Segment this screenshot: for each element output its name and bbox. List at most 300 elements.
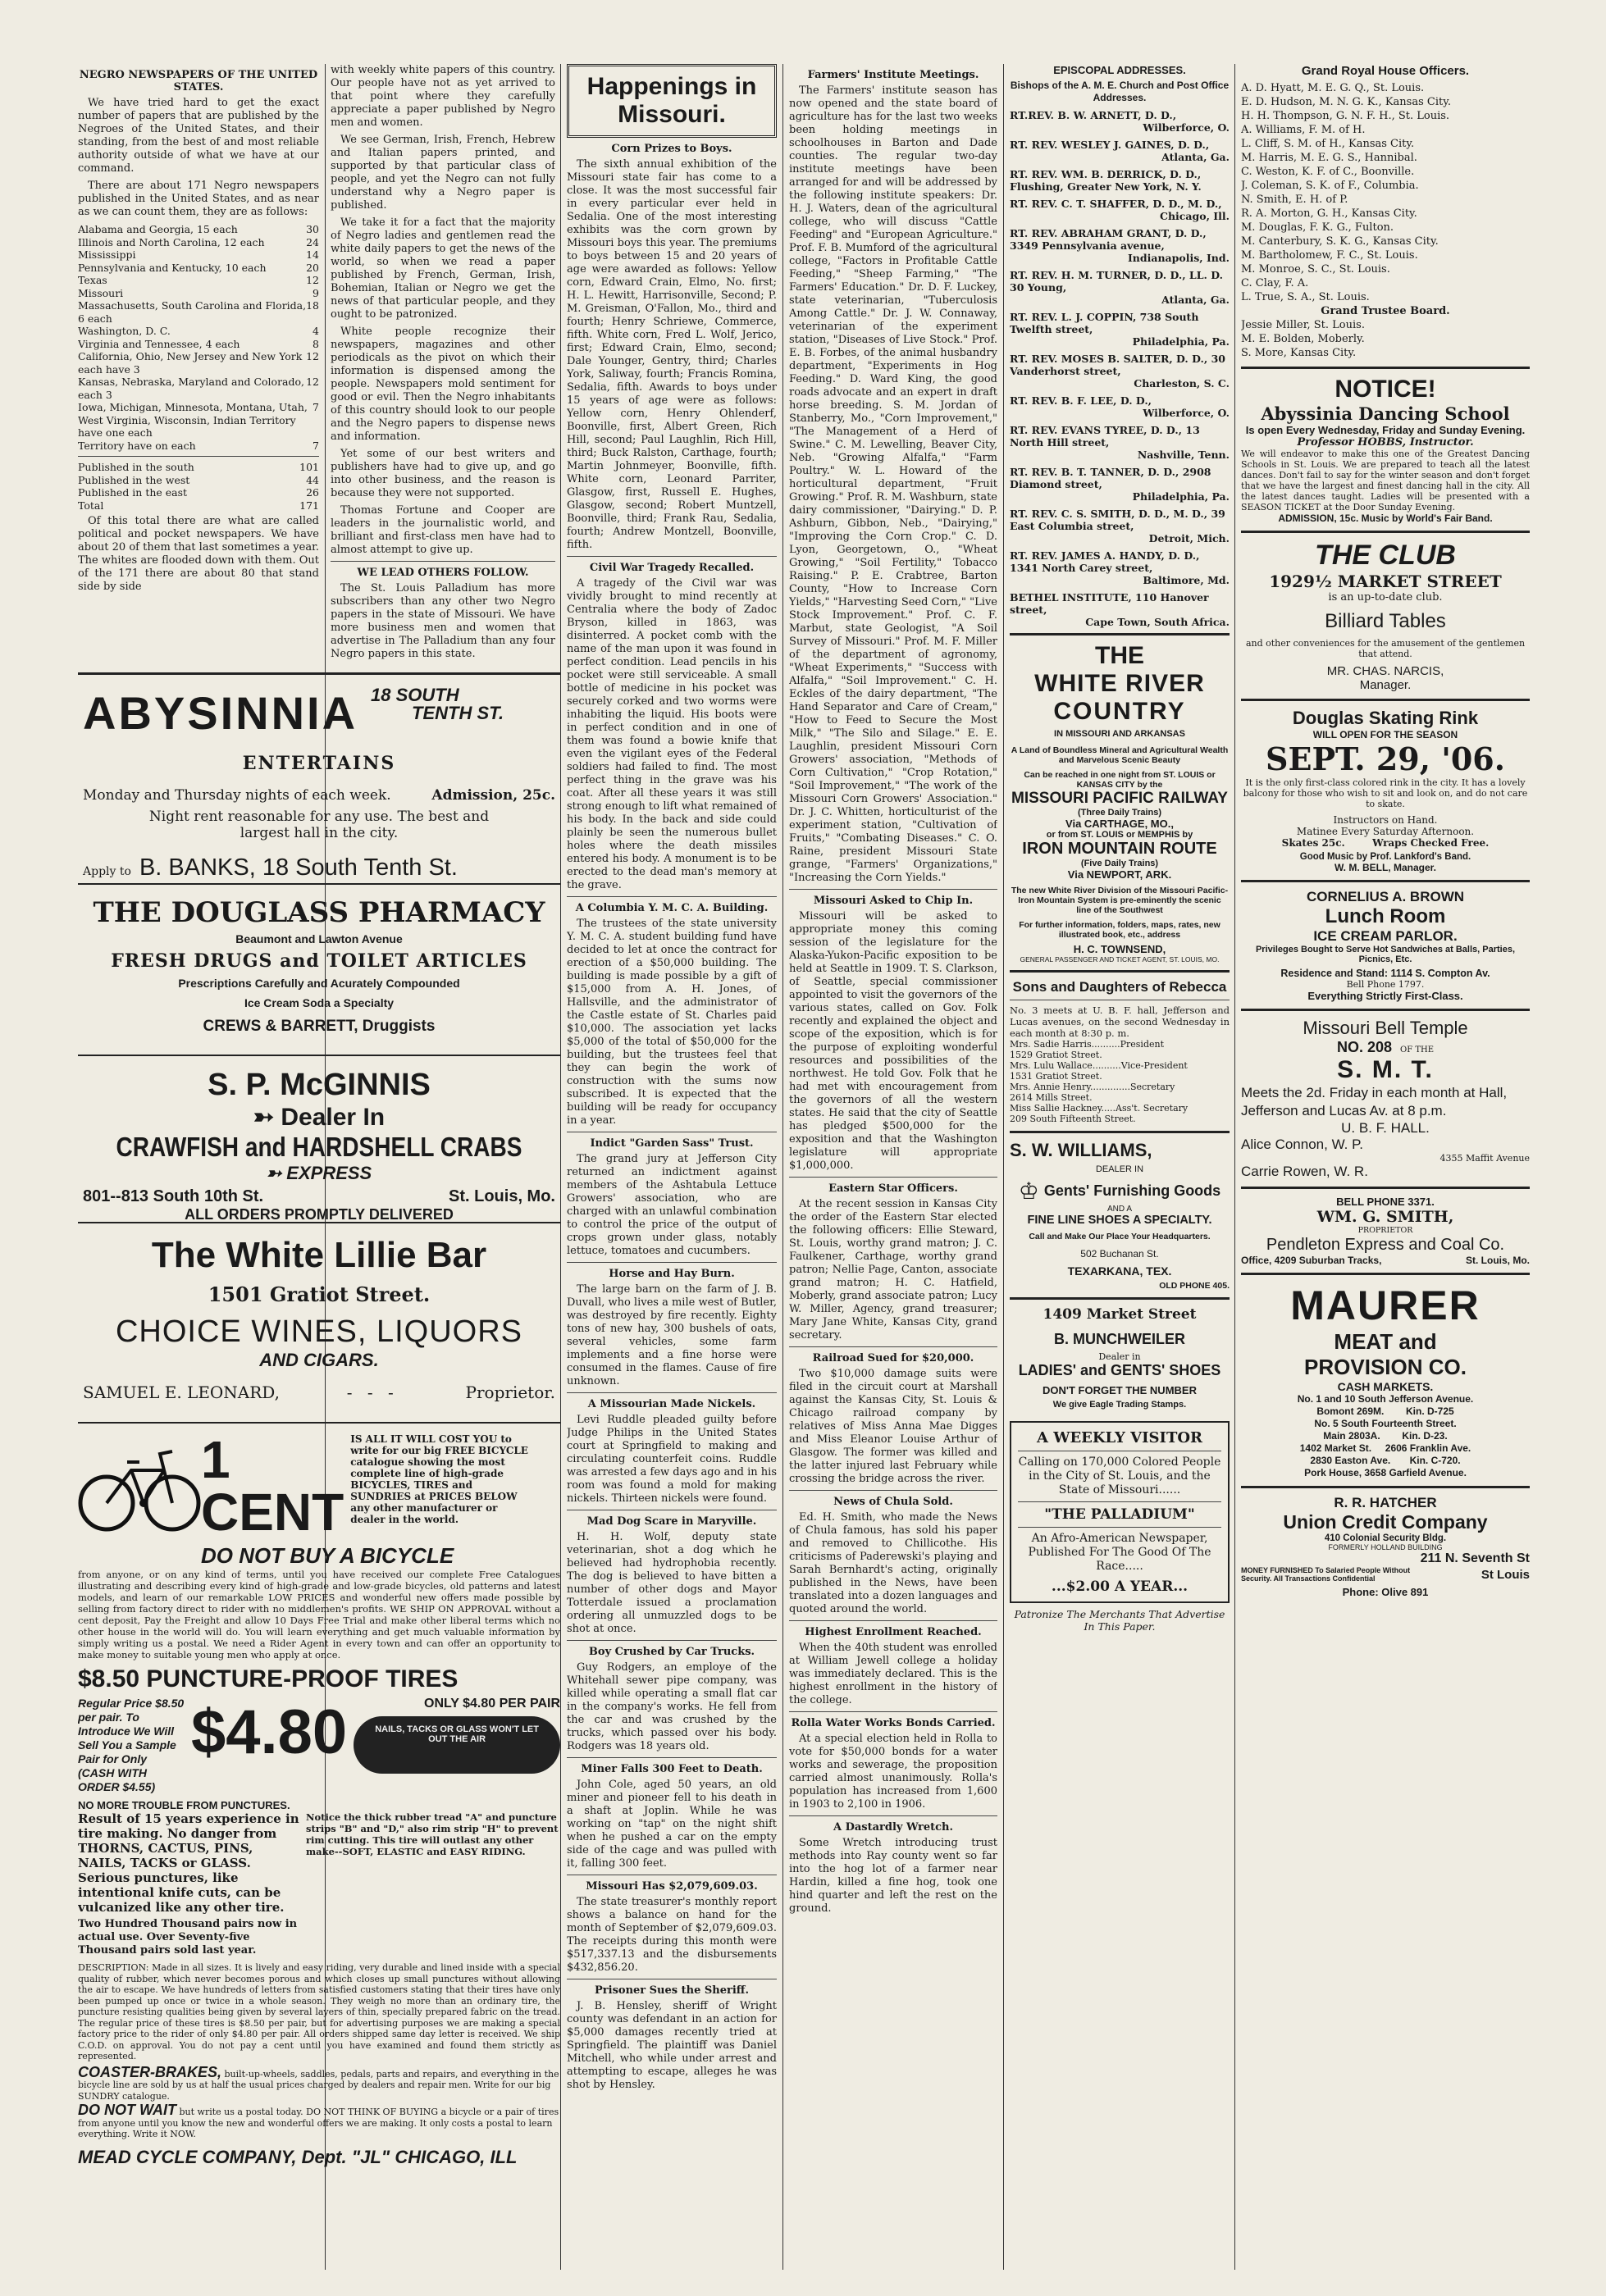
- stat-count: 12: [306, 274, 319, 286]
- ad-text: Result of 15 years experience in tire making. No danger from THORNS, CACTUS, PINS, NAILS, TACKS or GLASS. Serious punctures, like intentional knife cuts, can be vulcanized like any other tire.: [78, 1811, 299, 1915]
- stat-row: [78, 325, 319, 338]
- ad-text: DESCRIPTION: Made in all sizes. It is lively and easy riding, very durable and lined inside with a special quality of rubber, which never becomes porous and which closes up small punctures without allowing the air to escape. We have hundreds of letters from satisfied customers stating that their tires have only been pumped up once or twice in a whole season. They weigh no more than an ordinary tire, the puncture resisting qualities being given by several layers of thin, specially prepared fabric on the tread. The regular price of these tires is $8.50 per pair, but for advertising purposes we are making a special factory price to the rider of only $4.80 per pair. All orders shipped same day letter is received. We ship C.O.D. on approval. You do not pay a cent until you have examined and found them strictly as represented.: [78, 1962, 560, 2061]
- trustee-line: S. More, Kansas City.: [1241, 347, 1357, 359]
- article-body: At a special election held in Rolla to vote for $50,000 bonds for a water works and sewerage, the proposition carried almost unanimously. Rolla's population has increased from 1,600 in 1903 to 2,100 in 1906.: [789, 1733, 997, 1811]
- article-divider: [567, 896, 777, 897]
- stat-place: Virginia and Tennessee, 4 each: [78, 337, 240, 350]
- article-list: [789, 69, 997, 1916]
- ad-text: We will endeavor to make this one of the Greatest Dancing Schools in St. Louis. We are prepared to teach all the latest dances. Don't fail to say for the winter season and don't forget that we have the largest and finest dancing hall in the city. All the latest dances taught. Ladies will be presented with a SEASON TICKET at the Door Sunday Evening.: [1241, 449, 1530, 512]
- ad-text: Ice Cream Soda a Specialty: [244, 996, 395, 1009]
- ad-title: PROVISION CO.: [1304, 1355, 1467, 1379]
- section-subtitle: Bishops of the A. M. E. Church and Post Office Addresses.: [1010, 80, 1230, 103]
- ad-text: Proprietor.: [465, 1383, 555, 1402]
- section-headline: Sons and Daughters of Rebecca: [1012, 979, 1227, 995]
- stat-row: [78, 248, 319, 262]
- officer-line: Mrs. Annie Henry..............Secretary: [1010, 1082, 1175, 1092]
- left-advertisements: [78, 672, 560, 2274]
- article-headline: A Missourian Made Nickels.: [587, 1398, 756, 1410]
- ad-phone: Phone: Olive 891: [1342, 1586, 1429, 1598]
- article-divider: [567, 1640, 777, 1641]
- section-headline: EPISCOPAL ADDRESSES.: [1053, 64, 1186, 76]
- officer-line: 2614 Mills Street.: [1010, 1092, 1093, 1103]
- ad-address: 4355 Maffit Avenue: [1439, 1153, 1530, 1164]
- newspaper-page: [78, 64, 1530, 2278]
- total-count: 26: [306, 486, 319, 499]
- officer-line: M. Monroe, S. C., St. Louis.: [1241, 263, 1390, 276]
- article-body: Ed. H. Smith, who made the News of Chula famous, has sold his paper and removed to Chillicothe. His criticisms of Paderewski's playing and Sarah Bernhardt's acting, originally published in the News, have been translated into a dozen languages and quoted around the world.: [789, 1511, 997, 1615]
- ad-title: Abyssinia Dancing School: [1261, 403, 1510, 424]
- ad-text: CHOICE WINES, LIQUORS: [115, 1314, 523, 1349]
- abysinnia-ad: [78, 675, 560, 883]
- ad-text: EXPRESS: [286, 1163, 372, 1183]
- article-headline: Civil War Tragedy Recalled.: [589, 562, 755, 574]
- total-label: Published in the east: [78, 486, 188, 499]
- officer-line: C. Weston, K. F. of C., Boonville.: [1241, 166, 1415, 178]
- article-paragraph: There are about 171 Negro newspapers published in the United States, and as near as we can count them, they are as follows:: [78, 180, 319, 218]
- ad-headline: DO NOT BUY A BICYCLE: [201, 1543, 454, 1568]
- ad-title: THE CLUB: [1315, 540, 1456, 571]
- market-line: 1402 Market St. 2606 Franklin Ave.: [1299, 1442, 1471, 1454]
- article-body: The sixth annual exhibition of the Missouri state fair has come to a close. It was the most successful fair in every particular ever held in Sedalia. One of the most interesting exhibits was the corn grown by Missouri boys this year. The premiums to boys between 15 and 20 years of age were awarded as follows: Yellow corn, Edward Crain, Elmo, No. first; H. L. Hewitt, Harrisonville, Second; P. M. Greisman, O'Fallon, Mo., third and fourth; Henry Schriewe, Commerce, fifth. White corn, Fred L. Wolf, Jerico, first; Edward Crain, Elmo, second; Dale Younger, Gentry, third; Charles York, Saliway, fourth; Francis Romina, Sedalia, fifth. Awards to boys under 15 years of age were as follows: Yellow corn, Henry Ohlenderf, Boonville, first, Albert Green, Rich Hill, second; Paul Laughlin, Rich Hill, third; Buck Ralston, Carthage, fourth; Martin Johnmeyer, Boonville, fifth. White corn, Leonard Parriter, Glasgow, first, Russell E. Hughes, Glasgow, second; Robert Muntzell, Boonville, third; Frank Rau, Sedalia, fourth; Andrew Montzell, Boonville, fifth.: [567, 158, 777, 551]
- ad-text: Everything Strictly First-Class.: [1307, 990, 1463, 1002]
- stat-row: [78, 401, 319, 440]
- market-line: Main 2803A. Kin. D-23.: [1323, 1430, 1448, 1442]
- ad-text: The new White River Division of the Missouri Pacific-Iron Mountain System is pre-eminently the scenic line of the Southwest: [1011, 886, 1229, 915]
- total-count: 171: [299, 499, 319, 512]
- white-river-ad: [1010, 633, 1230, 970]
- ad-contact: H. C. TOWNSEND,: [1073, 943, 1166, 955]
- ad-text: Professor HOBBS, Instructor.: [1297, 436, 1474, 449]
- article-divider: [789, 1490, 997, 1491]
- munchweiler-ad: [1010, 1297, 1230, 1416]
- article-body: Missouri will be asked to appropriate money this coming session of the legislature for the Alaska-Yukon-Pacific exposition to be held at Seattle in 1909. T. S. Clarkson, of Seattle, special commissioner appointed to visit the governors of the various states, called on Gov. Folk recently and explained the object and scope of the exposition, which is for the purpose of exploiting wonderful resources and possibilities of the northwest. He told Gov. Folk that he had met with encouragement from the governors of all the western states. He said that the city of Seattle has pledged $500,000 for the exposition and that the Washington legislature will appropriate $1,000,000.: [789, 910, 997, 1172]
- ad-title: "THE PALLADIUM": [1044, 1506, 1195, 1523]
- bishop-address: Wilberforce, O.: [1143, 121, 1230, 134]
- bishop-entry: [1010, 591, 1230, 628]
- stat-count: 20: [306, 261, 319, 274]
- article-headline: Mad Dog Scare in Maryville.: [586, 1515, 757, 1528]
- club-ad: [1241, 531, 1530, 699]
- column-rule: [782, 64, 783, 2270]
- ad-text: Calling on 170,000 Colored People in the City of St. Louis, and the State of Missouri......: [1018, 1456, 1221, 1496]
- officer-list: [1010, 1039, 1230, 1124]
- ad-text: Notice the thick rubber tread "A" and puncture strips "B" and "D," also rim strip "H" to prevent rim cutting. This tire will outlast any other make--SOFT, ELASTIC and EASY RIDING.: [306, 1811, 559, 1857]
- ad-text: ALL ORDERS PROMPTLY DELIVERED: [185, 1206, 454, 1223]
- article-divider: [789, 1815, 997, 1816]
- ad-title: NOTICE!: [1335, 376, 1436, 403]
- ad-text: Night rent reasonable for any use. The best and largest hall in the city.: [148, 809, 490, 841]
- article-paragraph: Of this total there are what are called political and pocket newspapers. We have about 20 of them that last sometimes a year. The whites are flooded down with them. Out of the 171 there are about 80 that stand side by side: [78, 515, 319, 593]
- article-paragraph: We take it for a fact that the majority of Negro ladies and gentlemen read the white daily papers to get the news of the world, so when we read a paper published by French, German, Irish, Bohemian, Italian or Negro we get the news of that particular people, and they ought to be patronized.: [331, 216, 555, 321]
- ad-address: 410 Colonial Security Bldg.: [1324, 1533, 1447, 1543]
- ad-text: IS ALL IT WILL COST YOU to write for our big FREE BICYCLE catalogue showing the most complete line of high-grade BICYCLES, TIRES and SUNDRIES at PRICES BELOW any other manufacturer or dealer in the world.: [350, 1433, 528, 1525]
- bishop-name: RT. REV. WM. B. DERRICK, D. D., Flushing, Greater New York, N. Y.: [1010, 168, 1202, 193]
- column-rule: [560, 64, 561, 2270]
- bishop-name: RT. REV. EVANS TYREE, D. D., 13 North Hill street,: [1010, 424, 1200, 449]
- decorative-arrow-icon: ➳: [253, 1104, 281, 1131]
- article-headline: A Dastardly Wretch.: [833, 1821, 954, 1834]
- market-line: 2830 Easton Ave. Kin. C-720.: [1310, 1455, 1461, 1466]
- ad-text: Billiard Tables: [1325, 610, 1446, 632]
- bishop-name: RT. REV. MOSES B. SALTER, D. D., 30 Vanderhorst street,: [1010, 353, 1225, 377]
- article-headline: Missouri Has $2,079,609.03.: [586, 1880, 758, 1893]
- ad-text: Good Music by Prof. Lankford's Band.: [1299, 852, 1471, 862]
- ad-address: St. Louis, Mo.: [1466, 1255, 1530, 1266]
- article-divider: [567, 1392, 777, 1393]
- ad-address: 1501 Gratiot Street.: [208, 1282, 431, 1306]
- stat-count: 30: [306, 223, 319, 235]
- market-line: No. 1 and 10 South Jefferson Avenue.: [1297, 1393, 1474, 1405]
- bishop-name: BETHEL INSTITUTE, 110 Hanover street,: [1010, 591, 1209, 616]
- article-body: John Cole, aged 50 years, an old miner and pioneer fell to his death in a shaft at Joplin. While he was working on "tap" on the night shift when he pushed a car on the empty side of the cage and was pulled with it, falling 300 feet.: [567, 1779, 777, 1870]
- article-paragraph: White people recognize their newspapers, magazines and other periodicals as the pivot on which their information is dispensed among the people. Newspapers mold sentiment for good or evil. Then the Negro inhabitants of this country should look to our people and the Negro papers to dispense news and information.: [331, 326, 555, 443]
- section-subtitle: Grand Trustee Board.: [1321, 305, 1450, 317]
- stat-place: Texas: [78, 274, 107, 286]
- stat-row: [78, 287, 319, 300]
- ad-text: Can be reached in one night from ST. LOUIS or KANSAS CITY by the: [1024, 770, 1216, 790]
- ad-text: CRAWFISH and HARDSHELL CRABS: [116, 1132, 522, 1162]
- total-row: [78, 486, 319, 499]
- article-headline: Railroad Sued for $20,000.: [812, 1352, 974, 1364]
- white-lillie-bar-ad: The White Lillie Bar 1501 Gratiot Street. CHOICE WINES, LIQUORS AND CIGARS. SAMUEL E. LEONARD, - - - Proprietor.: [78, 1222, 560, 1422]
- ad-title: S. M. T.: [1337, 1056, 1434, 1083]
- newspapers-article-continued: [331, 64, 555, 667]
- stat-row: [78, 338, 319, 351]
- stat-row: [78, 274, 319, 287]
- ad-text: Dealer in: [1098, 1351, 1141, 1362]
- bicycle-icon: [78, 1433, 201, 1540]
- ad-text: and other conveniences for the amusement of the gentlemen that attend.: [1245, 638, 1526, 659]
- officer-line: M. Canterbury, S. K. G., Kansas City.: [1241, 235, 1439, 248]
- article-divider: [789, 1346, 997, 1347]
- ad-address: 1409 Market Street: [1043, 1306, 1197, 1323]
- article-headline: Boy Crushed by Car Trucks.: [588, 1646, 755, 1658]
- ad-text: Monday and Thursday nights of each week.: [83, 787, 391, 804]
- williams-ad: [1010, 1131, 1230, 1297]
- ad-price: ONLY $4.80 PER PAIR: [424, 1697, 560, 1711]
- ad-text: MISSOURI PACIFIC RAILWAY: [1011, 790, 1228, 807]
- bishop-address: Cape Town, South Africa.: [1085, 616, 1230, 628]
- ad-phone: OLD PHONE 405.: [1159, 1281, 1230, 1291]
- bishop-address: Baltimore, Md.: [1143, 574, 1230, 586]
- ad-text: AND A: [1106, 1205, 1132, 1214]
- ad-address: TENTH ST.: [412, 703, 504, 723]
- stat-place: Iowa, Michigan, Minnesota, Montana, Utah, West Virginia, Wisconsin, Indian Territory have one each: [78, 401, 308, 439]
- officer-list: [1241, 81, 1530, 304]
- officer-line: L. Cliff, S. M. of H., Kansas City.: [1241, 138, 1415, 150]
- article-headline: Miner Falls 300 Feet to Death.: [581, 1763, 763, 1775]
- trustee-line: M. E. Bolden, Moberly.: [1241, 333, 1365, 345]
- news-column: [789, 64, 997, 2270]
- mead-cycle-ad: [78, 1422, 560, 2194]
- ad-text: MONEY FURNISHED To Salaried People Without Security. All Transactions Confidential: [1241, 1566, 1411, 1583]
- bishop-entry: [1010, 466, 1230, 503]
- stat-row: [78, 440, 319, 453]
- stat-place: Kansas, Nebraska, Maryland and Colorado, each 3: [78, 376, 305, 401]
- ad-contact: R. R. HATCHER: [1334, 1495, 1437, 1510]
- ad-address: 18 SOUTH: [371, 685, 459, 705]
- ad-title: WM. G. SMITH,: [1316, 1208, 1454, 1226]
- article-headline: Highest Enrollment Reached.: [805, 1626, 982, 1638]
- ad-text: IN MISSOURI AND ARKANSAS: [1054, 729, 1185, 739]
- article-divider: [789, 1177, 997, 1178]
- stat-place: Pennsylvania and Kentucky, 10 each: [78, 261, 267, 274]
- ad-text: Privileges Bought to Serve Hot Sandwiches at Balls, Parties, Picnics, Etc.: [1255, 945, 1516, 964]
- brown-lunch-ad: [1241, 880, 1530, 1009]
- bishop-address: Charleston, S. C.: [1134, 377, 1230, 390]
- ad-company: MEAD CYCLE COMPANY, Dept. "JL" CHICAGO, ILL: [78, 2146, 518, 2167]
- article-body: The Farmers' institute season has now opened and the state board of agriculture has for the last two weeks been holding meetings in schoolhouses in Barton and Dade counties. The regular two-day institute meetings have been arranged for and will be addressed by the following institute speakers: Dr. H. J. Waters, dean of the agricultural college, who will discuss "Cattle Feeding" and "European Agriculture." Prof. F. B. Mumford of the agricultural college, "Factors in Profitable Cattle Feeding," "Sheep Farming," "The Farmers' Education." Dr. D. F. Luckey, state veterinarian, "Tuberculosis Among Cattle." Dr. J. W. Connaway, veterinarian of the experiment station, "Diseases of Live Stock." Prof. E. B. Forbes, of the animal husbandry department, "Experiments in Hog Feeding." D. Ward King, the good roads advocate and an expert in draft horse breeding. S. M. Jordan of Stanberry, Mo., "Corn Improvement," "The Management of a Herd of Swine." C. M. Lewelling, Beaver City, Neb. "Growing Alfalfa," "Farm Poultry." W. L. Howard of the horticultural department, "Fruit Growing." Prof. R. M. Washburn, state dairy commissioner, "Dairying." D. P. Ashburn, Gibbon, Neb., "Dairying," "Improving the Corn Crop." C. D. Lyon, Georgetown, O., "Wheat Growing," "Soil Fertility," Tobacco Raising." P. E. Crabtree, Barton County, "How to Increase Corn Yields," "Harvesting Seed Corn," "Live Stock Improvement." Prof. C. F. Marbut, state Geologist, "A Soil Survey of Missouri." Prof. M. F. Miller of the department of agronomy, "Wheat Experiments," "Success with Alfalfa," "Soil Improvement." C. H. Eckles of the dairy department, "The Hand Separator and Care of Cream," "How to Feed to Secure the Most Milk," "The Silo and Silage." E. E. Laughlin, president Missouri Corn Growers' association, "Methods of Corn Cultivation," "Crop Rotation," "Soil Improvement," "The work of the Missouri Corn Growers' Association." Dr. J. C. Whitten, horticulturist of the experiment station, "Cultivation of Fruits," "Combating Diseases." C. O. Raine, president Missouri State grange, "Farmers' Organizations," "Increasing the Corn Yields.": [789, 84, 997, 884]
- stat-count: 4: [313, 325, 319, 337]
- bishop-name: RT. REV. JAMES A. HANDY, D. D., 1341 North Carey street,: [1010, 549, 1200, 574]
- article-body: Levi Ruddle pleaded guilty before Judge Philips in the United States court at Springfield to making and circulating counterfeit coins. Ruddle was arrested a few days ago and in his room was found a mold for making nickels. Thirteen nickels were found.: [567, 1414, 777, 1505]
- ad-title: Lunch Room: [1325, 905, 1446, 927]
- stat-place: Alabama and Georgia, 15 each: [78, 223, 238, 235]
- bishop-name: RT.REV. B. W. ARNETT, D. D.,: [1010, 109, 1177, 121]
- bishop-entry: [1010, 353, 1230, 390]
- stat-count: 7: [313, 439, 319, 452]
- ad-subtitle: Dealer In: [281, 1104, 386, 1131]
- ad-text: or from ST. LOUIS or MEMPHIS by: [1046, 830, 1193, 840]
- ad-title: S. W. WILLIAMS,: [1010, 1140, 1152, 1160]
- article-body: Two $10,000 damage suits were filed in the circuit court at Marshall against the Kansas City, St. Louis & Chicago railroad company by relatives of Miss Anna Mae Digges and Miss Eleanor Louise Arthur of Glasgow. The former was killed and the latter injured last February while crossing the bridge across the river.: [789, 1368, 997, 1485]
- article-body: H. H. Wolf, deputy state veterinarian, shot a dog which he believed had hydrophobia recently. The dog is believed to have bitten a number of other dogs and Mayor Totterdale issued a proclamation ordering all unmuzzled dogs to be shot at once.: [567, 1531, 777, 1635]
- ad-text: Regular Price $8.50 per pair. To Introduce We Will Sell You a Sample Pair for Only (CASH WITH ORDER $4.55): [78, 1697, 185, 1793]
- ad-text: FRESH DRUGS and TOILET ARTICLES: [111, 950, 527, 972]
- section-headline: Grand Royal House Officers.: [1301, 64, 1470, 78]
- bishop-entry: [1010, 227, 1230, 264]
- article-divider: [789, 1620, 997, 1621]
- ad-text: Manager.: [1359, 678, 1412, 692]
- bishop-name: RT. REV. B. F. LEE, D. D.,: [1010, 394, 1152, 407]
- ad-title: B. MUNCHWEILER: [1054, 1331, 1185, 1347]
- ad-title: Missouri Bell Temple: [1303, 1018, 1468, 1038]
- stat-row: [78, 299, 319, 325]
- ad-text: Via CARTHAGE, MO.,: [1065, 818, 1174, 830]
- bishop-name: RT. REV. ABRAHAM GRANT, D. D., 3349 Pennsylvania avenue,: [1010, 227, 1207, 252]
- market-line: Bomont 269M. Kin. D-725: [1316, 1405, 1454, 1417]
- bishop-entry: [1010, 394, 1230, 419]
- notice-text: No. 3 meets at U. B. F. hall, Jefferson and Lucas avenues, on the second Wednesday in each month at 8:30 p. m.: [1010, 1004, 1230, 1039]
- ad-phone: Bell Phone 1797.: [1346, 979, 1425, 990]
- article-paragraph: The St. Louis Palladium has more subscribers than any other two Negro papers in the state of Missouri. We have more business men and women that advertise in The Palladium than any four Negro papers in this state.: [331, 582, 555, 660]
- ad-text: GENERAL PASSENGER AND TICKET AGENT, ST. LOUIS, MO.: [1020, 955, 1220, 963]
- total-label: Published in the west: [78, 473, 190, 486]
- stat-row: [78, 262, 319, 275]
- article-divider: [567, 1757, 777, 1758]
- article-headline: Farmers' Institute Meetings.: [807, 69, 979, 81]
- ad-text: NO. 208: [1336, 1039, 1393, 1055]
- article-divider: [567, 1262, 777, 1263]
- article-body: At the recent session in Kansas City the order of the Eastern Star elected the following officers: Ellie Steward, St. Louis, worthy grand matron; J. C. Faulkener, Carthage, worthy grand patron; Nellie Page, Canton, associate grand matron; H. C. Hatfield, Moberly, grand associate patron; Lucy W. Miller, Agency, grand treasurer; Mary Jane White, Kansas City, grand secretary.: [789, 1198, 997, 1342]
- article-headline: Prisoner Sues the Sheriff.: [595, 1984, 749, 1997]
- hat-icon: ♔: [1018, 1178, 1039, 1205]
- bishop-entry: [1010, 311, 1230, 348]
- ad-text: ICE CREAM PARLOR.: [1313, 928, 1458, 944]
- ad-text: For further information, folders, maps, rates, new illustrated book, etc., address: [1019, 920, 1220, 940]
- ad-contact: Alice Connon, W. P.: [1241, 1137, 1363, 1152]
- ad-text: AND CIGARS.: [259, 1350, 379, 1370]
- ad-text: is an up-to-date club.: [1328, 591, 1443, 604]
- ad-text: An Afro-American Newspaper, Published For The Good Of The Race.....: [1028, 1532, 1211, 1573]
- ad-text: built-up-wheels, saddles, pedals, parts and repairs, and everything in the bicycle line are sold by us at half the usual prices charged by dealers and repair men. Write for our big SUNDRY catalogue.: [78, 2068, 559, 2102]
- ad-text: We give Eagle Trading Stamps.: [1052, 1400, 1187, 1410]
- ad-text: Call and Make Our Place Your Headquarters.: [1029, 1232, 1211, 1241]
- stat-count: 24: [306, 235, 319, 248]
- decorative-arrow-icon: ➳: [266, 1163, 287, 1183]
- ad-headline: 1 CENT: [201, 1430, 344, 1542]
- bishop-address: Indianapolis, Ind.: [1127, 252, 1230, 264]
- ad-title: ABYSINNIA: [83, 687, 358, 739]
- ad-title: MAURER: [1290, 1282, 1481, 1328]
- ad-text: from anyone, or on any kind of terms, until you have received our complete Free Catalogues illustrating and describing every kind of high-grade and low-grade bicycles, old patterns and latest models, and learn of our remarkable LOW PRICES and wonderful new offers made possible by selling from factory direct to rider with no middlemen's profits. WE SHIP ON APPROVAL without a cent deposit, Pay the Freight and allow 10 Days Free Trial and make other liberal terms which no other house in the world will do. You will learn everything and get much valuable information by simply writing us a postal. We need a Rider Agent in every town and can offer an opportunity to make money to suitable young men who apply at once.: [78, 1569, 560, 1660]
- bishop-entry: [1010, 139, 1230, 163]
- article-body: The grand jury at Jefferson City returned an indictment against members of the Ashtabula Lettuce Growers' association, who are charged with an unlawful combination to control the price of the output of crops grown under glass, notably lettuce, tomatoes and cucumbers.: [567, 1153, 777, 1257]
- ad-text: Two Hundred Thousand pairs now in actual use. Over Seventy-five Thousand pairs sold last year.: [78, 1918, 298, 1957]
- officer-line: N. Smith, E. H. of P.: [1241, 194, 1348, 206]
- bishop-entry: [1010, 549, 1230, 586]
- ad-text: ADMISSION, 15c. Music by World's Fair Band.: [1278, 512, 1493, 524]
- ad-text: Gents' Furnishing Goods: [1043, 1182, 1221, 1199]
- ad-text: WILL OPEN FOR THE SEASON: [1312, 729, 1458, 740]
- ad-text: U. B. F. HALL.: [1341, 1120, 1430, 1136]
- stat-row: [78, 376, 319, 401]
- bishop-name: RT. REV. C. S. SMITH, D. D., M. D., 39 East Columbia street,: [1010, 508, 1225, 532]
- officer-line: R. A. Morton, G. H., Kansas City.: [1241, 207, 1417, 220]
- ad-text: FORMERLY HOLLAND BUILDING: [1328, 1543, 1443, 1551]
- market-line: No. 5 South Fourteenth Street.: [1314, 1418, 1457, 1429]
- ad-price: ...$2.00 A YEAR...: [1051, 1578, 1189, 1595]
- ad-title: S. P. McGINNIS: [208, 1068, 431, 1102]
- ad-title: THE: [1095, 642, 1144, 669]
- ad-title: A WEEKLY VISITOR: [1037, 1429, 1202, 1446]
- trustee-list: [1241, 318, 1530, 360]
- ad-address: St Louis: [1481, 1567, 1530, 1582]
- ad-address: 801--813 South 10th St.: [83, 1187, 264, 1205]
- ad-text: Apply to: [83, 865, 131, 878]
- ad-text: PROPRIETOR: [1357, 1226, 1413, 1235]
- ad-address: 211 N. Seventh St: [1420, 1551, 1530, 1565]
- article-headline: A Columbia Y. M. C. A. Building.: [575, 902, 769, 914]
- bishop-entry: [1010, 109, 1230, 134]
- bishop-name: RT. REV. B. T. TANNER, D. D., 2908 Diamond street,: [1010, 466, 1211, 490]
- article-paragraph: Yet some of our best writers and publishers have had to give up, and go into other business, and the reason is because they were not supported.: [331, 448, 555, 499]
- article-headline: Corn Prizes to Boys.: [611, 143, 732, 155]
- article-body: Some Wretch introducing trust methods into Ray county went so far into the hog lot of a farmer near Hardin, killed a fine hog, took one hind quarter and left the rest on the ground.: [789, 1837, 997, 1915]
- ad-text: Matinee Every Saturday Afternoon.: [1296, 826, 1475, 837]
- ad-title: Union Credit Company: [1283, 1511, 1488, 1533]
- ad-text: (Three Daily Trains): [1077, 808, 1162, 818]
- bishop-address: Philadelphia, Pa.: [1132, 490, 1230, 503]
- bishop-address: Philadelphia, Pa.: [1132, 335, 1230, 348]
- stat-count: 8: [313, 337, 319, 350]
- column-rule: [1234, 64, 1235, 2270]
- article-paragraph: We see German, Irish, French, Hebrew and Italian papers printed, and supported by that particular class of people, and yet the Negro can not fully understand why a Negro paper is published.: [331, 134, 555, 212]
- bishop-address: Nashville, Tenn.: [1137, 449, 1230, 461]
- total-label: Total: [78, 499, 104, 512]
- article-list: [567, 143, 777, 2092]
- bishop-address: Atlanta, Ga.: [1161, 151, 1230, 163]
- bishop-address: Atlanta, Ga.: [1161, 294, 1230, 306]
- officer-line: M. Douglas, F. K. G., Fulton.: [1241, 221, 1394, 234]
- section-headline: WE LEAD OTHERS FOLLOW.: [357, 567, 529, 579]
- ad-title: The White Lillie Bar: [151, 1235, 487, 1275]
- stat-count: 7: [313, 401, 319, 413]
- skating-rink-ad: [1241, 699, 1530, 880]
- bishop-address: Wilberforce, O.: [1143, 407, 1230, 419]
- bishop-address: Chicago, Ill.: [1160, 210, 1230, 222]
- article-body: A tragedy of the Civil war was vividly brought to mind recently at Centralia where the body of Zadoc Bryson, killed in 1863, was disinterred. A pocket comb with the name of the man upon it was found in perfect condition. Lead pencils in his pocket were still serviceable. A small bottle of medicine in his pocket was securely corked and two worms were inhabiting the liquid. His boots were in perfect condition and in one of them was found a bowie knife that even the vigilant eyes of the Federal soldiers had failed to find. The most perfect thing in the grave was his coat. After all these years it was still strong enough to lift what remained of his body. In the back and side could plainly be seen the numerous bullet holes where the death missiles entered his body. A monument is to be erected to the dead man's memory at the grave.: [567, 577, 777, 891]
- ad-text: but write us a postal today. DO NOT THINK OF BUYING a bicycle or a pair of tires from anyone until you know the new and wonderful offers we are making. It only costs a postal to learn everything. Write it NOW.: [78, 2107, 559, 2139]
- ad-title: WHITE RIVER: [1034, 670, 1205, 697]
- officer-line: M. Bartholomew, F. C., St. Louis.: [1241, 249, 1418, 262]
- total-row: [78, 461, 319, 474]
- newspaper-stats-list: [78, 223, 319, 452]
- stat-place: Massachusetts, South Carolina and Florida, 6 each: [78, 299, 307, 325]
- stat-place: Washington, D. C.: [78, 325, 171, 337]
- bishop-entry: [1010, 168, 1230, 193]
- officer-line: H. H. Thompson, G. N. F. H., St. Louis.: [1241, 110, 1450, 122]
- ad-text: FINE LINE SHOES A SPECIALTY.: [1027, 1214, 1212, 1227]
- directory-column: [1010, 64, 1230, 2270]
- newspaper-totals-list: [78, 461, 319, 512]
- stat-place: Illinois and North Carolina, 12 each: [78, 235, 265, 248]
- bishop-name: RT. REV. L. J. COPPIN, 738 South Twelfth street,: [1010, 311, 1199, 335]
- article-paragraph: with weekly white papers of this country. Our people have not as yet arrived to that point where they carefully appreciate a paper published by Negro men and women.: [331, 64, 555, 129]
- ad-text: Instructors on Hand.: [1333, 814, 1438, 826]
- officer-line: J. Coleman, S. K. of F., Columbia.: [1241, 180, 1419, 192]
- total-count: 101: [299, 461, 319, 473]
- stat-row: [78, 350, 319, 376]
- ad-text: IRON MOUNTAIN ROUTE: [1022, 840, 1217, 858]
- article-body: The large barn on the farm of J. B. Duvall, who lives a mile west of Butler, was destroyed by fire recently. Eighty tons of new hay, 300 bushels of oats, several vehicles, some farm implements and a fine horse were consumed in the flames. Cause of fire unknown.: [567, 1283, 777, 1387]
- ad-address: 1929½ MARKET STREET: [1269, 572, 1502, 591]
- ad-text: (Five Daily Trains): [1080, 859, 1159, 868]
- article-paragraph: Thomas Fortune and Cooper are leaders in the journalistic world, and brilliant and first-class men have had to almost attempt to give up.: [331, 504, 555, 556]
- bishop-entry: [1010, 424, 1230, 461]
- society-column: [1241, 64, 1530, 2270]
- article-headline: News of Chula Sold.: [833, 1496, 953, 1508]
- officer-line: A. Williams, F. M. of H.: [1241, 124, 1366, 136]
- ad-text: LADIES' and GENTS' SHOES: [1018, 1362, 1221, 1378]
- bishop-name: RT. REV. H. M. TURNER, D. D., LL. D. 30 Young,: [1010, 269, 1223, 294]
- article-divider: [567, 556, 777, 557]
- ad-phone: BELL PHONE 3371.: [1336, 1196, 1435, 1208]
- stat-count: 14: [306, 248, 319, 261]
- ad-text: Skates 25c. Wraps Checked Free.: [1281, 837, 1490, 849]
- article-paragraph: We have tried hard to get the exact number of papers that are published by the Negroes of the United States, and their standing, from the best of and most reliable authority outside of what we have at our command.: [78, 97, 319, 175]
- bishop-entry: [1010, 508, 1230, 544]
- total-label: Published in the south: [78, 461, 194, 473]
- bishop-list: [1010, 109, 1230, 628]
- officer-line: 1531 Gratiot Street.: [1010, 1071, 1102, 1082]
- article-body: When the 40th student was enrolled at William Jewell college a holiday was immediately declared. This is the highest enrollment in the history of the college.: [789, 1642, 997, 1706]
- article-body: Guy Rodgers, an employe of the Whitehall sewer pipe company, was killed while operating a small flat car in the company's works. He fell from the car and was crushed by the trucks, which passed over his body. Rodgers was 18 years old.: [567, 1661, 777, 1752]
- ad-address: 502 Buchanan St.: [1080, 1248, 1159, 1260]
- article-headline: Rolla Water Works Bonds Carried.: [791, 1717, 996, 1729]
- ad-text: NAILS, TACKS OR GLASS WON'T LET OUT THE AIR: [375, 1724, 539, 1744]
- officer-line: Mrs. Sadie Harris..........President: [1010, 1039, 1165, 1050]
- trustee-line: Jessie Miller, St. Louis.: [1241, 319, 1365, 331]
- ad-price: Admission, 25c.: [431, 787, 555, 804]
- bishop-name: RT. REV. C. T. SHAFFER, D. D., M. D.,: [1010, 198, 1222, 210]
- officer-line: 1529 Gratiot Street.: [1010, 1050, 1102, 1060]
- officer-line: L. True, S. A., St. Louis.: [1241, 291, 1370, 303]
- market-line: Pork House, 3658 Garfield Avenue.: [1304, 1467, 1467, 1478]
- ad-title: CORNELIUS A. BROWN: [1306, 889, 1465, 904]
- masthead-title: Happenings in Missouri.: [586, 73, 757, 128]
- ad-text: DON'T FORGET THE NUMBER: [1043, 1384, 1197, 1396]
